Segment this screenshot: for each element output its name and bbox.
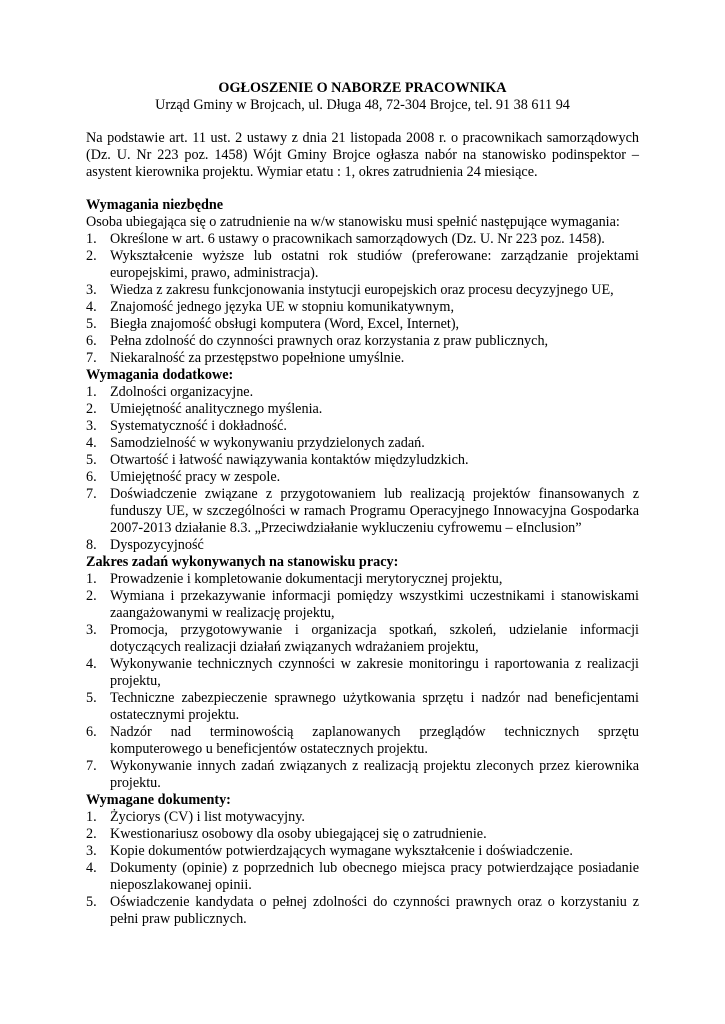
list-item-text: Systematyczność i dokładność. — [110, 418, 287, 434]
list-item-text: Oświadczenie kandydata o pełnej zdolności do czynności prawnych oraz o korzystaniu z pełni praw publicznych. — [110, 894, 639, 927]
list-item-text: Wykonywanie innych zadań związanych z realizacją projektu zleconych przez kierownika projektu. — [110, 758, 639, 791]
list-item-text: Znajomość jednego języka UE w stopniu komunikatywnym, — [110, 299, 454, 315]
additional-heading: Wymagania dodatkowe: — [86, 367, 234, 383]
list-item-text: Życiorys (CV) i list motywacyjny. — [110, 809, 305, 825]
list-item-text: Umiejętność analitycznego myślenia. — [110, 401, 323, 417]
list-item-text: Samodzielność w wykonywaniu przydzielonych zadań. — [110, 435, 425, 451]
list-item-text: Promocja, przygotowywanie i organizacja spotkań, szkoleń, udzielanie informacji dotyczących realizacji działań związanych wdrażaniem projektu, — [110, 622, 639, 655]
list-item-number: 7. — [86, 758, 97, 774]
list-item-text: Wymiana i przekazywanie informacji pomiędzy wszystkimi uczestnikami i stanowiskami zaangażowanymi w realizację projektu, — [110, 588, 639, 621]
list-item — [86, 282, 639, 299]
list-item-number: 4. — [86, 299, 97, 315]
tasks-heading: Zakres zadań wykonywanych na stanowisku pracy: — [86, 554, 399, 570]
list-item — [86, 826, 639, 843]
list-item-text: Wykształcenie wyższe lub ostatni rok studiów (preferowane: zarządzanie projektami europejskimi, prawo, administracja). — [110, 248, 639, 281]
list-item-number: 1. — [86, 231, 97, 247]
list-item — [86, 248, 639, 282]
list-item — [86, 435, 639, 452]
list-item-text: Umiejętność pracy w zespole. — [110, 469, 281, 485]
list-item — [86, 384, 639, 401]
list-item-number: 5. — [86, 316, 97, 332]
list-item-text: Kopie dokumentów potwierdzających wymagane wykształcenie i doświadczenie. — [110, 843, 573, 859]
required-lead: Osoba ubiegająca się o zatrudnienie na w/w stanowisku musi spełnić następujące wymagania: — [86, 214, 620, 230]
list-item — [86, 860, 639, 894]
list-item — [86, 724, 639, 758]
list-item-text: Wykonywanie technicznych czynności w zakresie monitoringu i raportowania z realizacji projektu, — [110, 656, 639, 689]
list-item — [86, 843, 639, 860]
list-item — [86, 758, 639, 792]
list-item-text: Biegła znajomość obsługi komputera (Word, Excel, Internet), — [110, 316, 460, 332]
list-item-number: 3. — [86, 418, 97, 434]
list-item-number: 2. — [86, 401, 97, 417]
list-item — [86, 316, 639, 333]
list-item — [86, 486, 639, 537]
list-item-number: 1. — [86, 384, 97, 400]
list-item-text: Niekaralność za przestępstwo popełnione umyślnie. — [110, 350, 405, 366]
document-page — [86, 80, 639, 928]
list-item-number: 3. — [86, 843, 97, 859]
list-item-number: 7. — [86, 486, 97, 502]
list-item-number: 5. — [86, 690, 97, 706]
list-item-text: Otwartość i łatwość nawiązywania kontaktów międzyludzkich. — [110, 452, 469, 468]
list-item — [86, 333, 639, 350]
list-item-number: 6. — [86, 469, 97, 485]
list-item-text: Dyspozycyjność — [110, 537, 204, 553]
list-item-text: Wiedza z zakresu funkcjonowania instytucji europejskich oraz procesu decyzyjnego UE, — [110, 282, 614, 298]
list-item — [86, 231, 639, 248]
list-item — [86, 622, 639, 656]
list-item — [86, 894, 639, 928]
list-item-text: Nadzór nad terminowością zaplanowanych przeglądów technicznych sprzętu komputerowego u beneficjentów ostatecznych projektu. — [110, 724, 639, 757]
list-item-number: 1. — [86, 809, 97, 825]
document-title: OGŁOSZENIE O NABORZE PRACOWNIKA — [218, 80, 507, 96]
list-item — [86, 299, 639, 316]
list-item-number: 8. — [86, 537, 97, 553]
list-item-text: Zdolności organizacyjne. — [110, 384, 254, 400]
list-item-text: Określone w art. 6 ustawy o pracownikach samorządowych (Dz. U. Nr 223 poz. 1458). — [110, 231, 605, 247]
list-item — [86, 537, 639, 554]
intro-paragraph: Na podstawie art. 11 ust. 2 ustawy z dnia 21 listopada 2008 r. o pracownikach samorządowych (Dz. U. Nr 223 poz. 1458) Wójt Gminy Brojce ogłasza nabór na stanowisko podinspektor – asystent kierownika projektu. Wymiar etatu : 1, okres zatrudnienia 24 miesiące. — [86, 130, 639, 180]
list-item-number: 6. — [86, 333, 97, 349]
list-item-number: 1. — [86, 571, 97, 587]
list-item — [86, 690, 639, 724]
list-item-number: 7. — [86, 350, 97, 366]
documents-heading: Wymagane dokumenty: — [86, 792, 231, 808]
list-item-number: 4. — [86, 656, 97, 672]
list-item-text: Dokumenty (opinie) z poprzednich lub obecnego miejsca pracy potwierdzające posiadanie nieposzlakowanej opinii. — [110, 860, 639, 893]
additional-list — [86, 384, 639, 554]
list-item-number: 2. — [86, 826, 97, 842]
required-heading: Wymagania niezbędne — [86, 197, 224, 213]
tasks-list — [86, 571, 639, 792]
list-item-number: 4. — [86, 860, 97, 876]
list-item-number: 5. — [86, 452, 97, 468]
list-item — [86, 809, 639, 826]
list-item — [86, 418, 639, 435]
required-list — [86, 231, 639, 367]
list-item — [86, 469, 639, 486]
list-item-number: 5. — [86, 894, 97, 910]
documents-list — [86, 809, 639, 928]
list-item-number: 2. — [86, 588, 97, 604]
list-item — [86, 656, 639, 690]
list-item — [86, 452, 639, 469]
list-item — [86, 588, 639, 622]
list-item-number: 6. — [86, 724, 97, 740]
list-item-number: 4. — [86, 435, 97, 451]
list-item-text: Pełna zdolność do czynności prawnych oraz korzystania z praw publicznych, — [110, 333, 549, 349]
document-subtitle: Urząd Gminy w Brojcach, ul. Długa 48, 72-304 Brojce, tel. 91 38 611 94 — [155, 97, 570, 113]
list-item-text: Kwestionariusz osobowy dla osoby ubiegającej się o zatrudnienie. — [110, 826, 487, 842]
list-item-text: Doświadczenie związane z przygotowaniem lub realizacją projektów finansowanych z funduszy UE, w szczególności w ramach Programu Operacyjnego Innowacyjna Gospodarka 2007-2013 działanie 8.3. „Przeciwdziałanie wykluczeniu cyfrowemu – eInclusion” — [110, 486, 639, 536]
list-item-number: 3. — [86, 282, 97, 298]
list-item-number: 2. — [86, 248, 97, 264]
list-item — [86, 401, 639, 418]
list-item — [86, 571, 639, 588]
list-item — [86, 350, 639, 367]
list-item-text: Prowadzenie i kompletowanie dokumentacji merytorycznej projektu, — [110, 571, 503, 587]
list-item-number: 3. — [86, 622, 97, 638]
list-item-text: Techniczne zabezpieczenie sprawnego użytkowania sprzętu i nadzór nad beneficjentami ostatecznymi projektu. — [110, 690, 639, 723]
